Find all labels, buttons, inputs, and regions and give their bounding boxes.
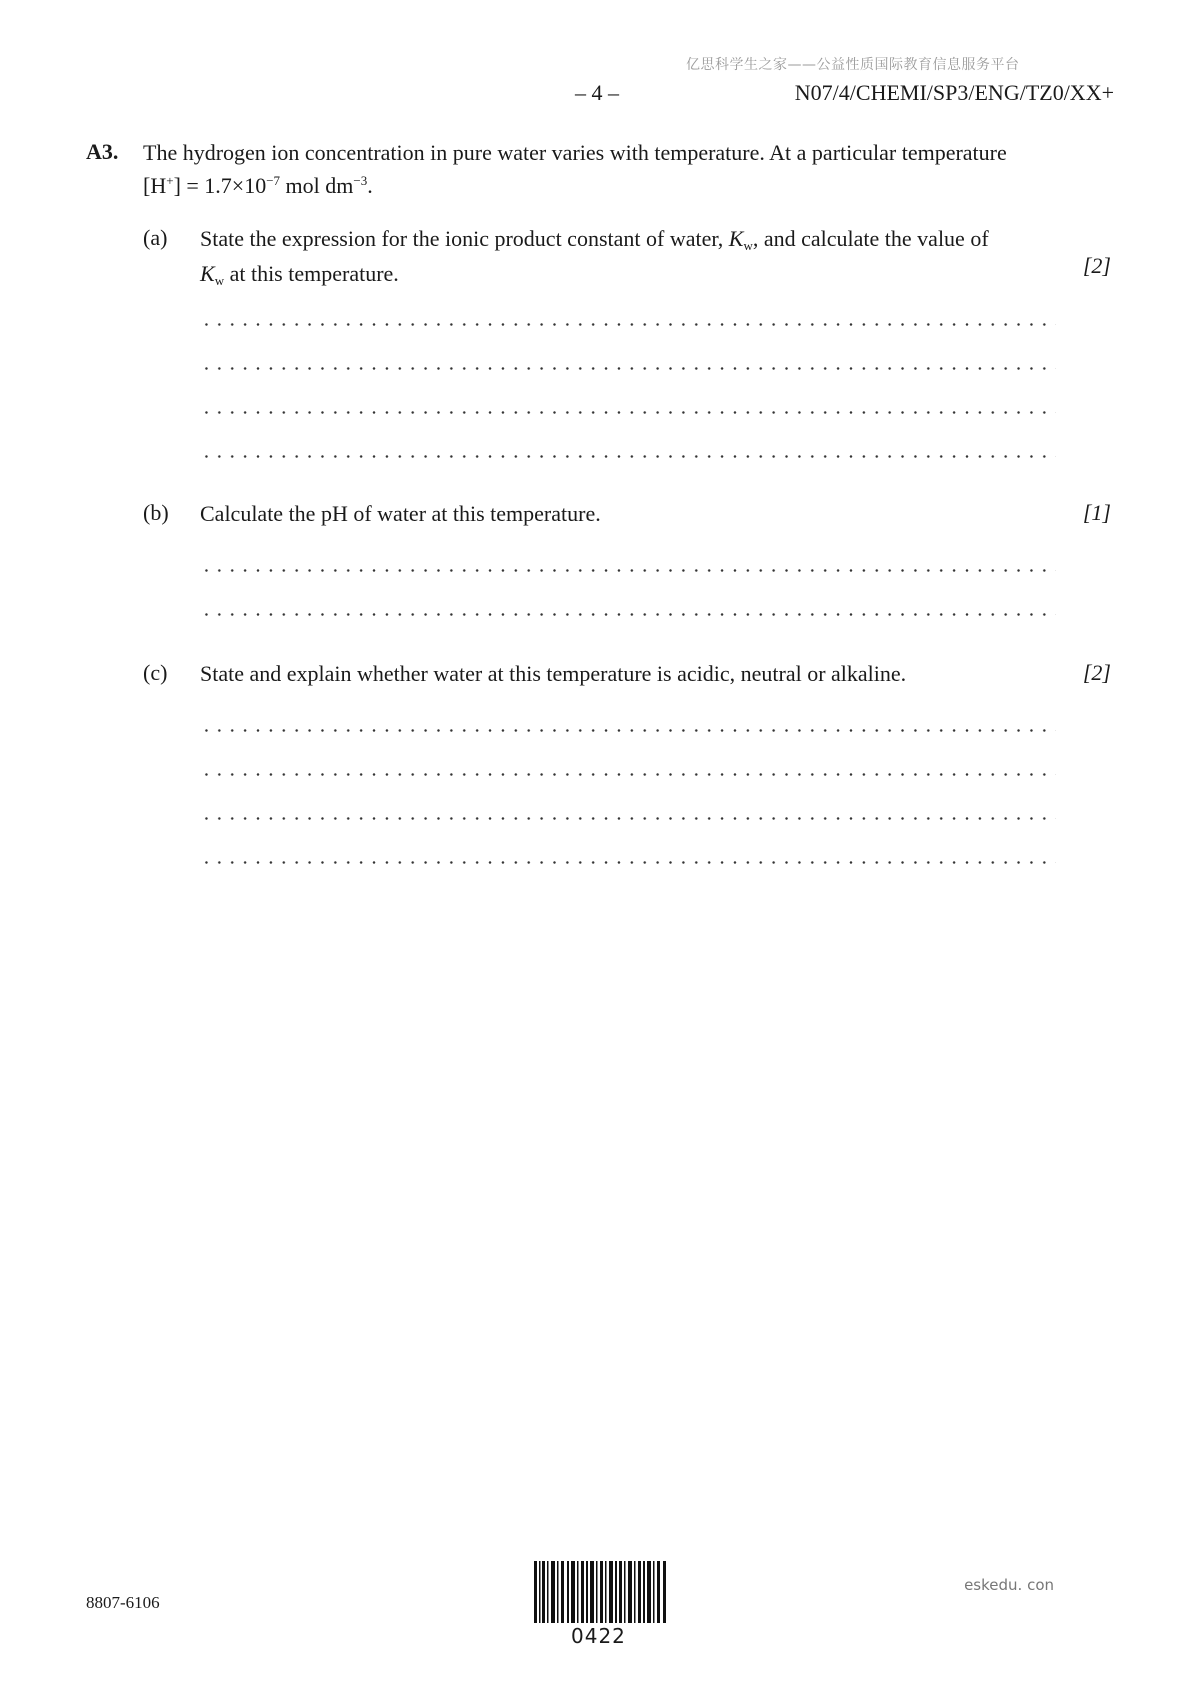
- part-b-label: (b): [143, 500, 169, 525]
- answer-line[interactable]: [200, 455, 1056, 458]
- answer-line[interactable]: [200, 861, 1056, 864]
- question-intro-line2: $[H^+] = 1.7\times 10^{-7}$ mol $dm^{-3}$.: [143, 173, 373, 198]
- answer-line[interactable]: [200, 323, 1056, 326]
- part-c-marks: [2]: [1082, 660, 1111, 685]
- answer-line[interactable]: [200, 569, 1056, 572]
- question-number: A3.: [86, 139, 119, 164]
- question-intro: [143, 139, 1113, 200]
- part-c-text: State and explain whether water at this temperature is acidic, neutral or alkaline.: [200, 661, 907, 686]
- part-b-text: Calculate the pH of water at this temperature.: [200, 501, 601, 526]
- part-a-label: (a): [143, 225, 168, 250]
- footer-code: 8807-6106: [86, 1593, 160, 1612]
- watermark-text: 亿思科学生之家——公益性质国际教育信息服务平台: [686, 57, 1020, 73]
- barcode-icon: [534, 1561, 667, 1623]
- question-intro-line1: The hydrogen ion concentration in pure water varies with temperature. At a particular temperature: [143, 140, 1007, 165]
- part-b-marks: [1]: [1082, 500, 1111, 525]
- answer-line[interactable]: [200, 773, 1056, 776]
- answer-line[interactable]: [200, 613, 1056, 616]
- page-number: – 4 –: [575, 80, 619, 105]
- paper-code: N07/4/CHEMI/SP3/ENG/TZ0/XX+: [794, 80, 1114, 105]
- site-watermark: eskedu. con: [964, 1576, 1054, 1594]
- part-c-label: (c): [143, 660, 168, 685]
- answer-line[interactable]: [200, 817, 1056, 820]
- part-a-text: State the expression for the ionic product constant of water, $K_w$, and calculate the value of $K_w$ at this temperature.: [200, 226, 989, 288]
- answer-line[interactable]: [200, 411, 1056, 414]
- answer-line[interactable]: [200, 367, 1056, 370]
- answer-line[interactable]: [200, 729, 1056, 732]
- barcode-number: 0422: [571, 1624, 626, 1648]
- part-a-marks: [2]: [1082, 253, 1111, 278]
